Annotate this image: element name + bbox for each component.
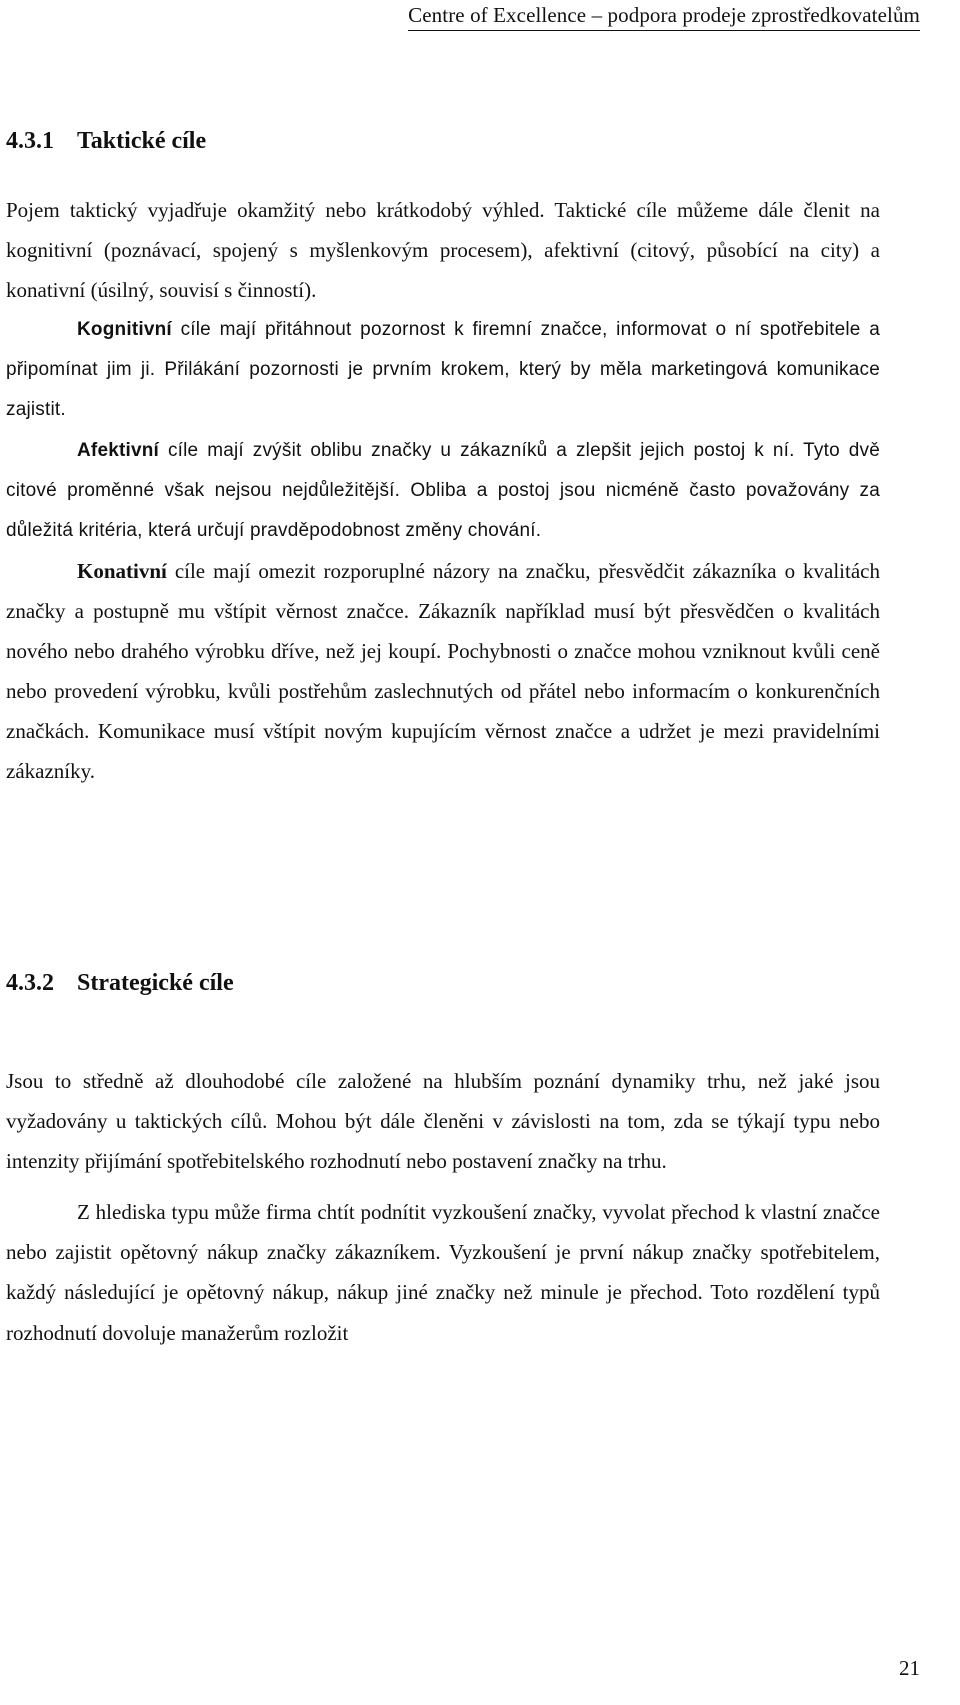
paragraph-text: cíle mají omezit rozporuplné názory na značku, přesvědčit zákazníka o kvalitách značky a postupně mu vštípit věrnost značce. Zákazník například musí být přesvědčen o kvalitách nového nebo drahého výrobku dříve, než jej koupí. Pochybnosti o značce mohou vzniknout kvůli ceně nebo provedení výrobku, kvůli postřehům zaslechnutých od přátel nebo informacím o konkurenčních značkách. Komunikace musí vštípit novým kupujícím věrnost značce a udržet je mezi pravidelními zákazníky.	[6, 558, 880, 784]
paragraph-text: cíle mají přitáhnout pozornost k firemní značce, informovat o ní spotřebitele a připomínat jim ji. Přilákání pozornosti je prvním krokem, který by měla marketingová komunikace zajistit.	[6, 319, 880, 421]
paragraph-intro: Pojem taktický vyjadřuje okamžitý nebo krátkodobý výhled. Taktické cíle můžeme dále členit na kognitivní (poznávací, spojený s myšlenkovým procesem), afektivní (citový, působící na city) a konativní (úsilný, souvisí s činností).	[6, 198, 880, 303]
section-body-taktické-cíle	[6, 190, 880, 791]
running-header: Centre of Excellence – podpora prodeje zprostředkovatelům	[408, 3, 920, 27]
page-number: 21	[899, 1656, 920, 1680]
section-title: Strategické cíle	[77, 970, 234, 996]
section-title: Taktické cíle	[77, 128, 207, 154]
section-number: 4.3.1	[6, 128, 54, 154]
term-konativni: Konativní	[77, 558, 167, 583]
paragraph-kognitivni	[6, 310, 880, 430]
section-body-strategické-cíle	[6, 1061, 880, 1353]
section-heading-strategické-cíle	[6, 970, 234, 997]
paragraph-strategic-types: Z hlediska typu může firma chtít podnítit vyzkoušení značky, vyvolat přechod k vlastní značce nebo zajistit opětovný nákup značky zákazníkem. Vyzkoušení je první nákup značky spotřebitelem, každý následující je opětovný nákup, nákup jiné značky než minule je přechod. Toto rozdělení typů rozhodnutí dovoluje manažerům rozložit	[6, 1200, 880, 1345]
paragraph-text: cíle mají zvýšit oblibu značky u zákazníků a zlepšit jejich postoj k ní. Tyto dvě citové proměnné však nejsou nejdůležitější. Obliba a postoj jsou nicméně často považovány za důležitá kritéria, která určují pravděpodobnost změny chování.	[6, 439, 880, 541]
section-number: 4.3.2	[6, 970, 54, 996]
paragraph-konativni	[6, 551, 880, 792]
term-kognitivni: Kognitivní	[77, 319, 172, 341]
paragraph-strategic-intro: Jsou to středně až dlouhodobé cíle založené na hlubším poznání dynamiky trhu, než jaké jsou vyžadovány u taktických cílů. Mohou být dále členěni v závislosti na tom, zda se týkají typu nebo intenzity přijímání spotřebitelského rozhodnutí nebo postavení značky na trhu.	[6, 1069, 880, 1174]
section-heading-taktické-cíle	[6, 128, 206, 155]
term-afektivni: Afektivní	[77, 439, 160, 461]
paragraph-afektivni	[6, 431, 880, 551]
